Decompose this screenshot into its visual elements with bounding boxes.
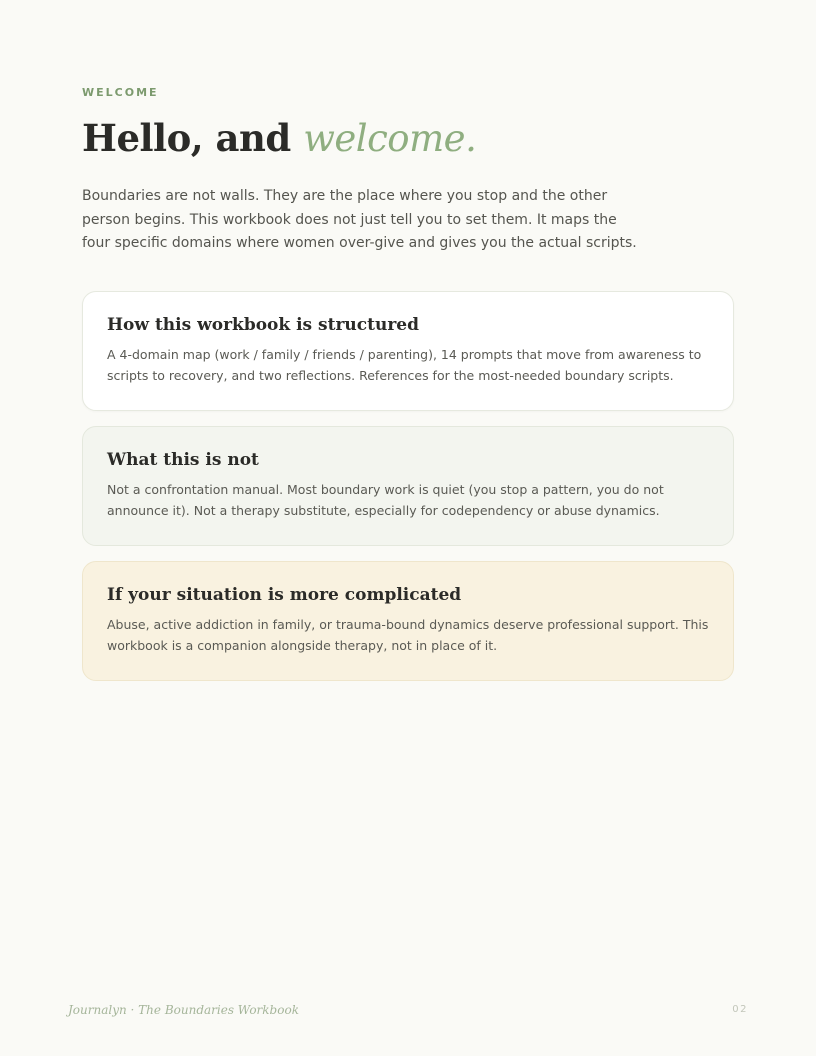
card-not-text: Not a confrontation manual. Most boundary work is quiet (you stop a pattern, you do not announce it). Not a therapy substitute, especially for codependency or abuse dynamics.: [107, 481, 664, 518]
card-structure-title: How this workbook is structured: [107, 314, 419, 335]
page-number: 02: [732, 1004, 748, 1015]
card-structure: [82, 291, 734, 411]
card-complicated: [82, 561, 734, 681]
card-not-title: What this is not: [107, 449, 259, 470]
page-title-accent: welcome.: [303, 117, 477, 160]
section-eyebrow: WELCOME: [82, 86, 159, 99]
card-complicated-text: Abuse, active addiction in family, or trauma-bound dynamics deserve professional support. This workbook is a companion alongside therapy, not in place of it.: [107, 616, 709, 653]
card-structure-text: A 4-domain map (work / family / friends / parenting), 14 prompts that move from awareness to scripts to recovery, and two reflections. References for the most-needed boundary scripts.: [107, 346, 702, 383]
card-complicated-title: If your situation is more complicated: [107, 584, 462, 605]
footer-title: Journalyn · The Boundaries Workbook: [68, 1003, 299, 1017]
intro-paragraph: Boundaries are not walls. They are the place where you stop and the other person begins. This workbook does not just tell you to set them. It maps the four specific domains where women over-give and gives you the actual scripts.: [82, 188, 637, 251]
card-not: [82, 426, 734, 546]
page-title-main: Hello, and: [82, 116, 304, 160]
page-content: [82, 86, 734, 696]
page-title: [82, 116, 734, 161]
